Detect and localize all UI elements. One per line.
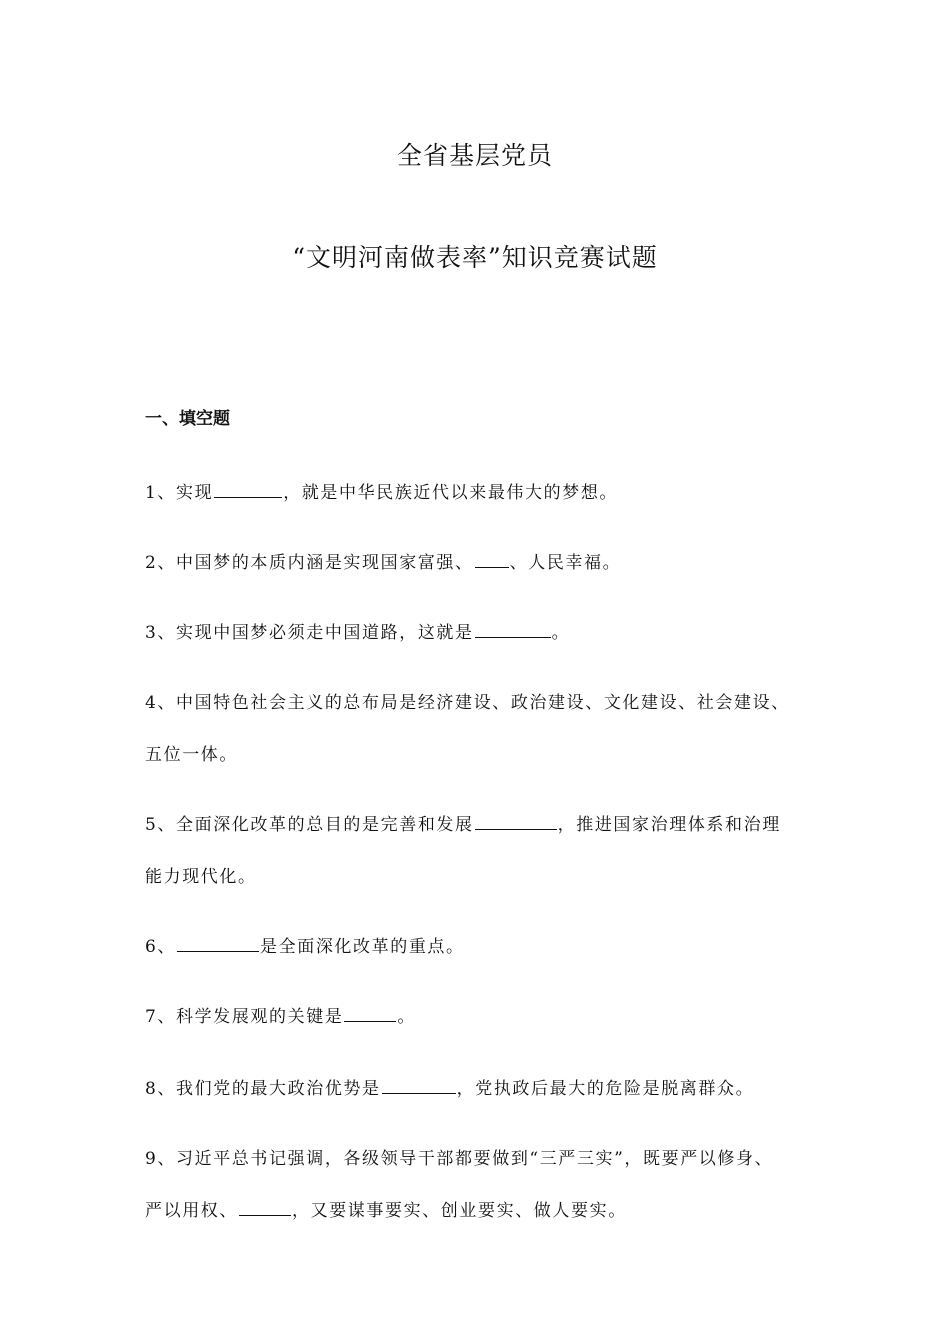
- question-text: 8、我们党的最大政治优势是: [145, 1079, 381, 1099]
- question-text: 能力现代化。: [145, 867, 257, 887]
- question-text: 2、中国梦的本质内涵是实现国家富强、: [145, 553, 474, 573]
- question-6: [145, 932, 805, 957]
- answer-blank: [344, 1006, 396, 1022]
- question-1: [145, 478, 805, 503]
- question-5: [145, 810, 805, 835]
- answer-blank: [382, 1078, 456, 1094]
- document-title-line-1: 全省基层党员: [396, 141, 553, 170]
- question-text: ，又要谋事要实、创业要实、做人要实。: [292, 1201, 627, 1221]
- question-9-continued: [145, 1196, 805, 1221]
- document-title-line-2: “文明河南做表率”知识竞赛试题: [292, 243, 658, 272]
- question-text: 1、实现: [145, 483, 214, 503]
- question-4: [145, 688, 805, 713]
- question-text: 5、全面深化改革的总目的是完善和发展: [145, 815, 474, 835]
- question-text: 是全面深化改革的重点。: [260, 937, 465, 957]
- question-5-continued: [145, 862, 805, 887]
- question-text: 五位一体。: [145, 745, 238, 765]
- question-4-continued: [145, 740, 805, 765]
- question-2: [145, 548, 805, 573]
- question-7: [145, 1002, 805, 1027]
- answer-blank: [475, 622, 551, 638]
- answer-blank: [239, 1200, 291, 1216]
- answer-blank: [214, 482, 282, 498]
- question-text: ，推进国家治理体系和治理: [557, 815, 781, 835]
- question-text: 。: [551, 623, 571, 643]
- question-text: 3、实现中国梦必须走中国道路，这就是: [145, 623, 474, 643]
- question-text: 、人民幸福。: [509, 553, 622, 573]
- answer-blank: [177, 936, 259, 952]
- question-text: ，就是中华民族近代以来最伟大的梦想。: [283, 483, 619, 503]
- question-text: 9、习近平总书记强调，各级领导干部都要做到“三严三实”，既要严以修身、: [145, 1149, 774, 1169]
- question-text: 严以用权、: [145, 1201, 238, 1221]
- question-text: 4、中国特色社会主义的总布局是经济建设、政治建设、文化建设、社会建设、: [145, 693, 790, 713]
- question-text: ，党执政后最大的危险是脱离群众。: [456, 1079, 755, 1099]
- question-text: 6、: [145, 937, 177, 957]
- answer-blank: [475, 814, 557, 830]
- question-8: [145, 1074, 805, 1099]
- question-3: [145, 618, 805, 643]
- section-heading: 一、填空题: [145, 409, 230, 429]
- question-text: 7、科学发展观的关键是: [145, 1007, 344, 1027]
- question-9: [145, 1144, 805, 1169]
- question-text: 。: [397, 1007, 417, 1027]
- answer-blank: [475, 552, 509, 568]
